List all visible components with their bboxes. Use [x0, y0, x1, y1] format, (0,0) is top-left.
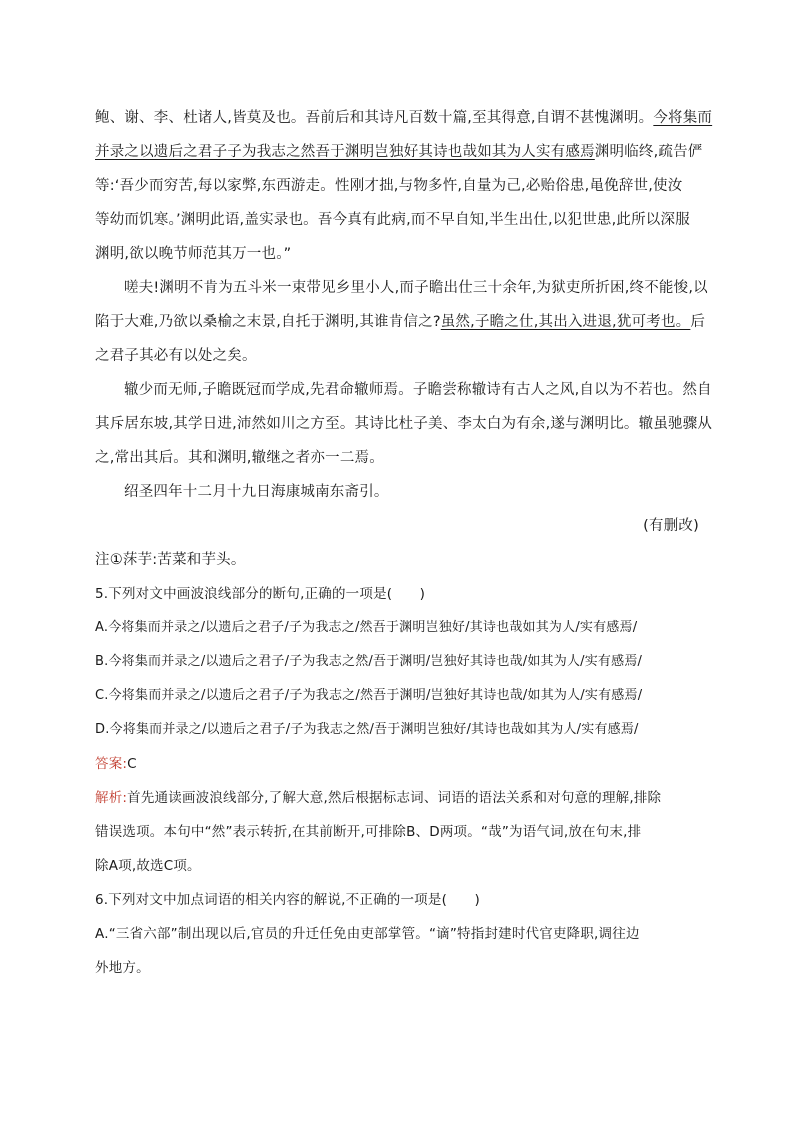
- passage-line: 其斥居东坡,其学日进,沛然如川之方至。其诗比杜子美、李太白为有余,遂与渊明比。辙虽驰骤从: [95, 416, 713, 432]
- wavy-underlined-text: 并录之以遗后之君子子为我志之然吾于渊明岂独好其诗也哉如其为人实有感焉: [95, 144, 595, 160]
- source-note: (有删改): [643, 518, 699, 534]
- passage-line: 之君子其必有以处之矣。: [95, 348, 257, 364]
- answer-label: 答案:: [95, 756, 128, 772]
- question-6-stem: 6.下列对文中加点词语的相关内容的解说,不正确的一项是( ): [95, 892, 480, 908]
- question-5-stem: 5.下列对文中画波浪线部分的断句,正确的一项是( ): [95, 586, 426, 602]
- passage-line: 等幼而饥寒。’渊明此语,盖实录也。吾今真有此病,而不早自知,半生出仕,以犯世患,此所以深服: [95, 212, 690, 228]
- passage-line: 等:‘吾少而穷苦,每以家弊,东西游走。性刚才拙,与物多忤,自量为己,必贻俗患,黾俛辞世,使汝: [95, 178, 683, 194]
- q5-option-d: D.今将集而并录之/以遗后之君子/子为我志之然/吾于渊明岂独好/其诗也哉如其为人/实有感焉/: [95, 722, 639, 737]
- q6-option-a: A.“三省六部”制出现以后,官员的升迁任免由吏部掌管。“谪”特指封建时代官吏降职,调往边: [95, 926, 640, 942]
- wavy-underlined-text: 今将集而: [653, 110, 713, 126]
- q5-analysis-line: 错误选项。本句中“然”表示转折,在其前断开,可排除B、D两项。“哉”为语气词,放在句末,排: [95, 824, 642, 840]
- passage-line: 辙少而无师,子瞻既冠而学成,先君命辙师焉。子瞻尝称辙诗有古人之风,自以为不若也。然自: [124, 382, 712, 398]
- footnote: 注①莯芋:苦菜和芋头。: [95, 552, 246, 568]
- q5-option-b: B.今将集而并录之/以遗后之君子/子为我志之然/吾于渊明/岂独好其诗也哉/如其为人/实有感焉/: [95, 654, 643, 669]
- passage-text: 鲍、谢、李、杜诸人,皆莫及也。吾前后和其诗凡百数十篇,至其得意,自谓不甚愧渊明。: [95, 110, 654, 126]
- passage-text: 后: [690, 314, 706, 330]
- document-page: [95, 101, 713, 985]
- underlined-sentence: 虽然,子瞻之仕,其出入进退,犹可考也。: [440, 314, 691, 330]
- answer-value: C: [127, 756, 137, 772]
- q5-analysis-line: 除A项,故选C项。: [95, 858, 201, 874]
- passage-text: 渊明临终,疏告俨: [594, 144, 703, 160]
- q5-option-a: A.今将集而并录之/以遗后之君子/子为我志之/然吾于渊明岂独好/其诗也哉如其为人/实有感焉/: [95, 620, 638, 635]
- q5-analysis: [95, 781, 699, 815]
- passage-date-line: 绍圣四年十二月十九日海康城南东斋引。: [124, 484, 389, 500]
- passage-line: [95, 305, 706, 339]
- q6-option-a-cont: 外地方。: [95, 960, 150, 976]
- passage-line: [95, 135, 703, 169]
- analysis-label: 解析:: [95, 790, 128, 806]
- analysis-text: 首先通读画波浪线部分,了解大意,然后根据标志词、词语的语法关系和对句意的理解,排除: [127, 790, 662, 806]
- passage-line: 之,常出其后。其和渊明,辙继之者亦一二焉。: [95, 450, 384, 466]
- passage-line: 嗟夫!渊明不肯为五斗米一束带见乡里小人,而子瞻出仕三十余年,为狱吏所折困,终不能悛,以: [124, 280, 708, 296]
- q5-option-c: C.今将集而并录之/以遗后之君子/子为我志之/然吾于渊明/岂独好其诗也哉/如其为人/实有感焉/: [95, 688, 643, 703]
- passage-line: 渊明,欲以晚节师范其万一也。”: [95, 246, 292, 262]
- q5-answer: [95, 747, 699, 781]
- passage-line: [95, 101, 713, 135]
- passage-text: 陷于大难,乃欲以桑榆之末景,自托于渊明,其谁肯信之?: [95, 314, 441, 330]
